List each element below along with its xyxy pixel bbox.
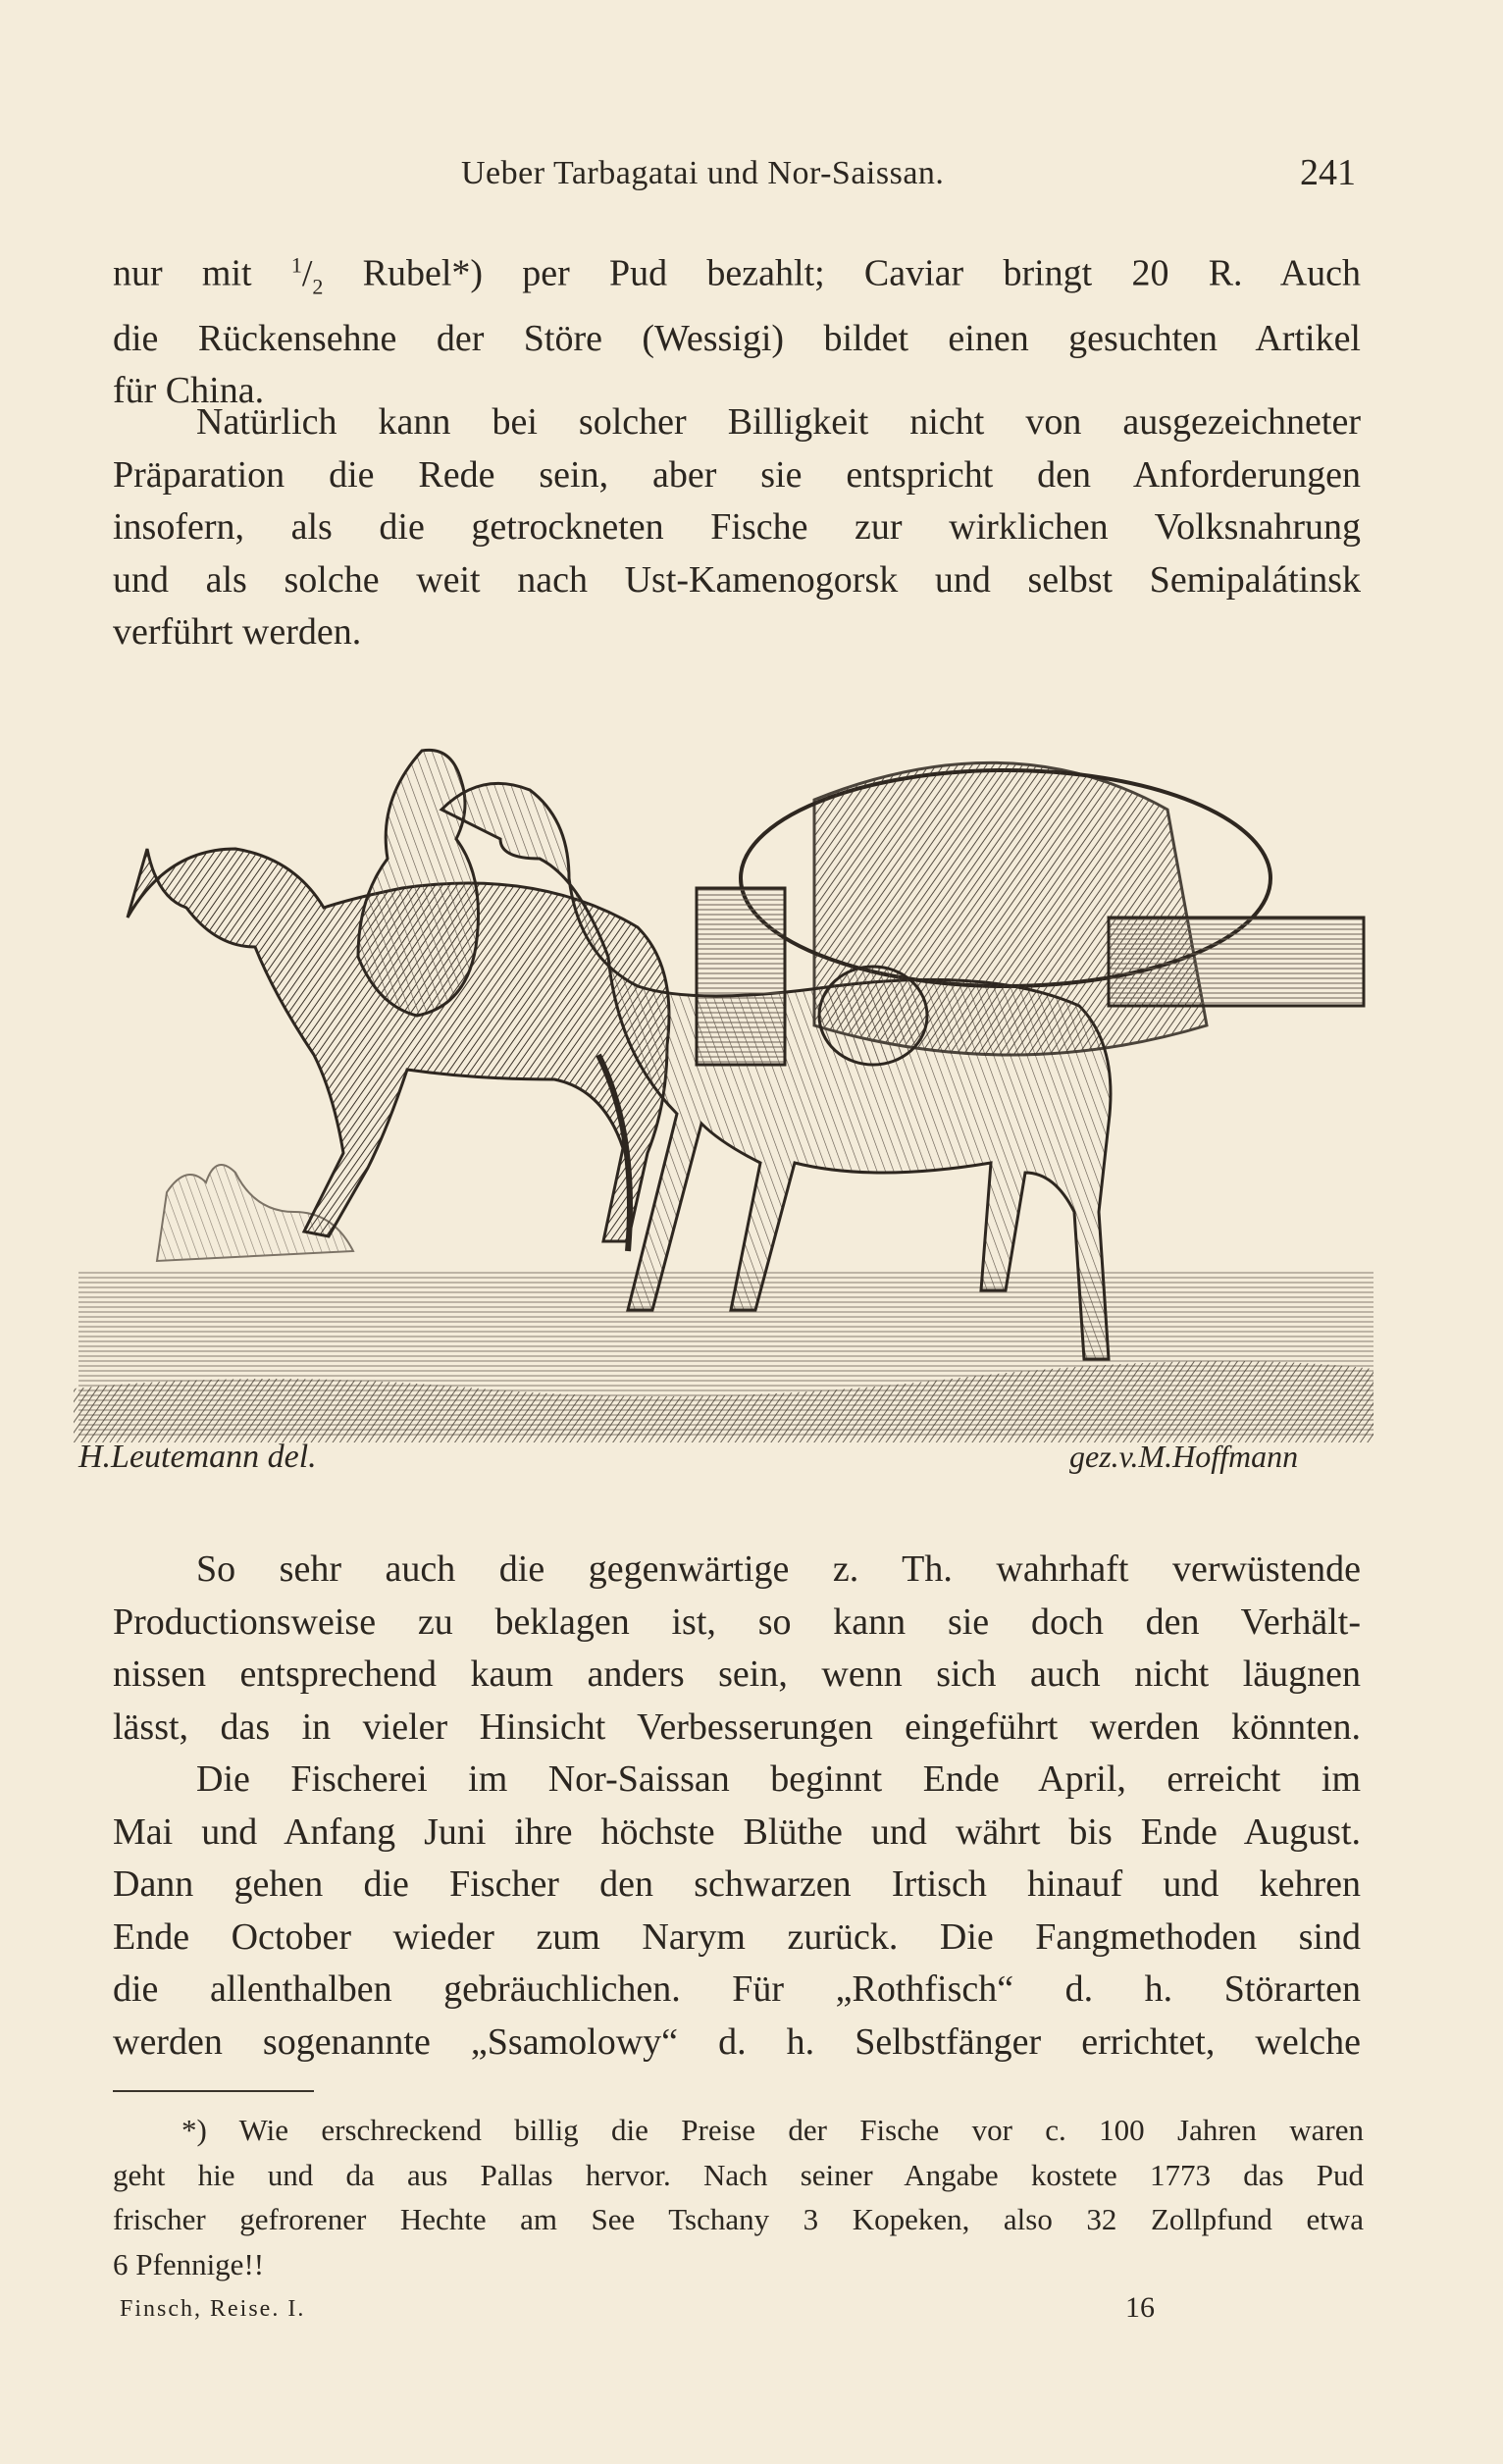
running-header — [113, 152, 1356, 204]
page-number: 241 — [1300, 152, 1356, 193]
text-line: Dann gehen die Fischer den schwarzen Irtisch hinauf und kehren — [113, 1863, 1361, 1905]
footnote — [113, 2108, 1364, 2286]
footnote-line: geht hie und da aus Pallas hervor. Nach seiner Angabe kostete 1773 das Pud — [113, 2157, 1364, 2192]
footnote-line: *) Wie erschreckend billig die Preise der Fische vor c. 100 Jahren waren — [181, 2113, 1364, 2147]
engraving-signature-left: H.Leutemann del. — [78, 1439, 317, 1475]
text-line: werden sogenannte „Ssamolowy“ d. h. Selbstfänger errichtet, welche — [113, 2020, 1361, 2063]
text-line: insofern, als die getrockneten Fische zur wirklichen Volksnahrung — [113, 506, 1361, 548]
text-line: So sehr auch die gegenwärtige z. Th. wahrhaft verwüstende — [196, 1548, 1361, 1590]
text-line: die allenthalben gebräuchlichen. Für „Rothfisch“ d. h. Störarten — [113, 1968, 1361, 2010]
text-line: lässt, das in vieler Hinsicht Verbesserungen eingeführt werden könnten. — [113, 1705, 1361, 1748]
text-line: und als solche weit nach Ust-Kamenogorsk und selbst Semipalátinsk — [113, 558, 1361, 601]
text-line: die Rückensehne der Störe (Wessigi) bildet einen gesuchten Artikel — [113, 317, 1361, 359]
text-line: Mai und Anfang Juni ihre höchste Blüthe und währt bis Ende August. — [113, 1810, 1361, 1853]
paragraph-2 — [113, 396, 1361, 659]
paragraph-3 — [113, 1544, 1361, 1754]
text-line — [113, 238, 1361, 313]
footnote-line: frischer gefrorener Hechte am See Tschany 3 Kopeken, also 32 Zollpfund etwa — [113, 2202, 1364, 2236]
footnote-rule — [113, 2090, 314, 2092]
text-line: Die Fischerei im Nor-Saissan beginnt Ende April, erreicht im — [196, 1758, 1361, 1800]
footnote-line: 6 Pfennige!! — [113, 2246, 265, 2281]
text-line: verführt werden. — [113, 611, 362, 653]
running-title: Ueber Tarbagatai und Nor-Saissan. — [461, 155, 945, 191]
rider-figure — [358, 750, 479, 1016]
text-fragment: nur mit — [113, 252, 291, 294]
engraving-camels-illustration — [69, 741, 1388, 1482]
text-line: Präparation die Rede sein, aber sie entspricht den Anforderungen — [113, 453, 1361, 496]
engraving-signature-right: gez.v.M.Hoffmann — [1069, 1439, 1299, 1474]
text-line: Ende October wieder zum Narym zurück. Die Fangmethoden sind — [113, 1915, 1361, 1958]
text-line: nissen entsprechend kaum anders sein, wenn sich auch nicht läugnen — [113, 1653, 1361, 1695]
text-fragment: Rubel*) per Pud bezahlt; Caviar bringt 20 R. Auch — [323, 252, 1362, 294]
fraction-numerator: 1 — [290, 252, 302, 277]
paragraph-1 — [113, 238, 1361, 418]
printer-signature: Finsch, Reise. I. — [120, 2296, 306, 2322]
sheet-number: 16 — [1125, 2291, 1155, 2324]
fraction-denominator: 2 — [312, 274, 324, 299]
text-line: für China. — [113, 370, 265, 412]
fraction-one-half: $^1/_2$ — [290, 252, 324, 299]
paragraph-4 — [113, 1754, 1361, 2069]
text-line: Productionsweise zu beklagen ist, so kann sie doch den Verhält- — [113, 1600, 1361, 1643]
text-line: Natürlich kann bei solcher Billigkeit nicht von ausgezeichneter — [196, 401, 1361, 443]
